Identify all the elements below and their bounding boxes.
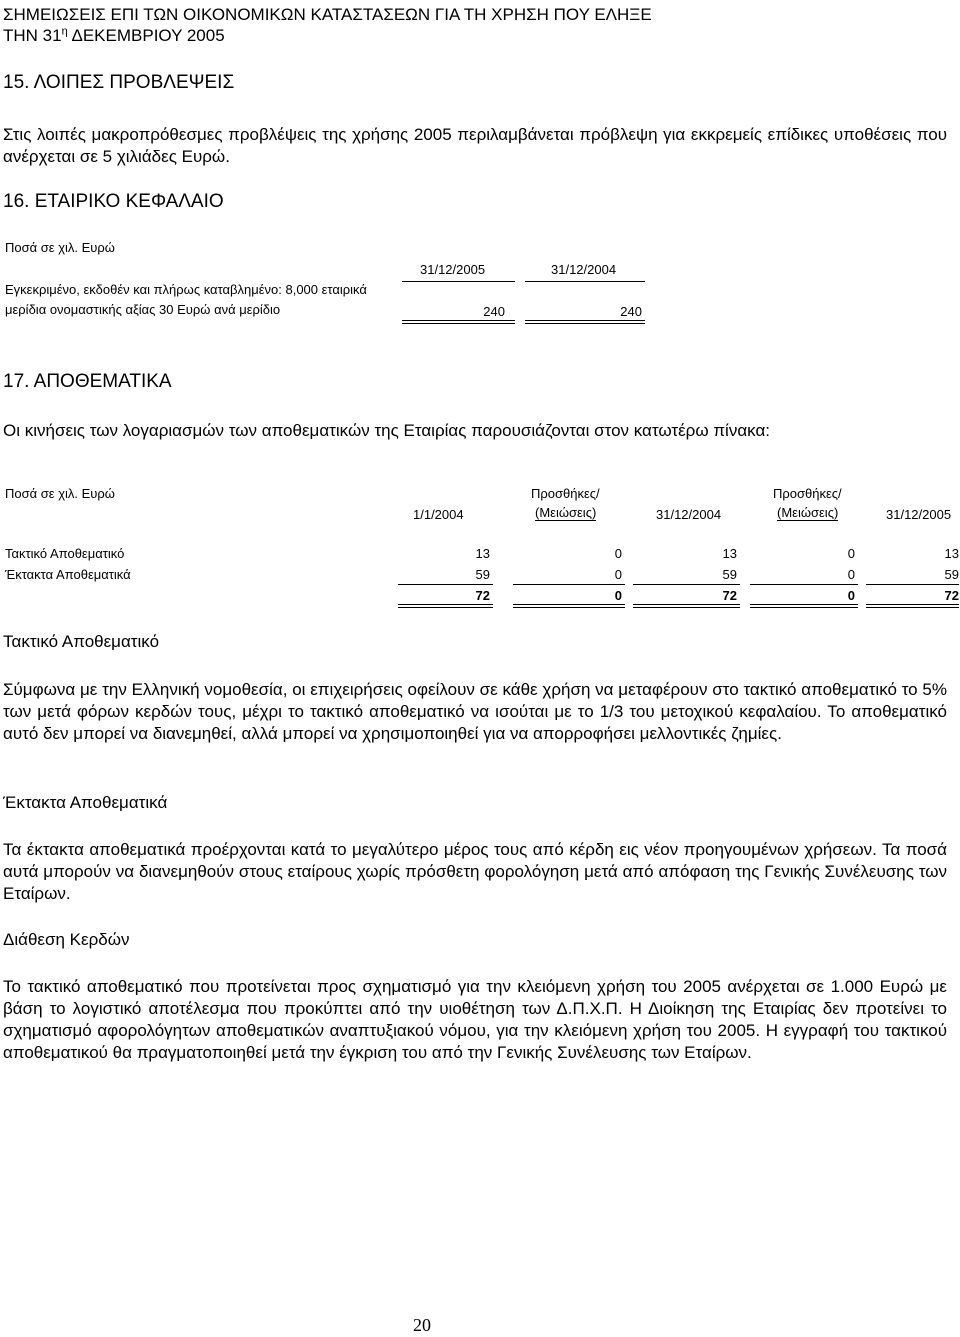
- tactical-reserve-text: Σύμφωνα με την Ελληνική νομοθεσία, οι επιχειρήσεις οφείλουν σε κάθε χρήση να μεταφέρουν στο τακτικό αποθεματικό το 5% των μετά φόρων κερδών τους, μέχρι το τακτικό αποθεματικό να ισούται με το 1/3 του μετοχικού κεφαλαίου. Το αποθεματικό αυτό δεν μπορεί να διανεμηθεί, αλλά μπορεί να χρησιμοποιηθεί για να απορροφήσει μελλοντικές ζημίες.: [3, 680, 947, 743]
- totals-top-rule: [398, 584, 493, 585]
- totals-double-rule: [513, 604, 625, 608]
- col-additions-2004-bottom: (Μειώσεις): [535, 505, 597, 520]
- header-line-2: [3, 25, 225, 46]
- totals-top-rule: [513, 584, 625, 585]
- page-number: 20: [413, 1315, 431, 1335]
- totals-top-rule: [633, 584, 740, 585]
- section-16-unit: Ποσά σε χιλ. Ευρώ: [5, 240, 115, 255]
- profit-distribution-heading: Διάθεση Κερδών: [3, 930, 130, 949]
- extraordinary-reserves-heading: Έκτακτα Αποθεματικά: [3, 793, 168, 812]
- reserves-row-value: 59: [944, 567, 959, 582]
- reserves-total-value: 72: [475, 588, 490, 603]
- col-31-12-2005: 31/12/2005: [886, 507, 952, 522]
- section-17-intro: Οι κινήσεις των λογαριασμών των αποθεματικών της Εταιρίας παρουσιάζονται στον κατωτέρω πίνακα:: [3, 421, 771, 440]
- section-16-desc-line-2: μερίδια ονομαστικής αξίας 30 Ευρώ ανά μερίδιο: [5, 302, 281, 317]
- section-16-col-2004: 31/12/2004: [551, 262, 617, 277]
- col-1-1-2004: 1/1/2004: [413, 507, 464, 522]
- extraordinary-reserves-text: Τα έκτακτα αποθεματικά προέρχονται κατά το μεγαλύτερο μέρος τους από κέρδη εις νέον προηγουμένων χρήσεων. Τα ποσά αυτά μπορούν να διανεμηθούν στους εταίρους χωρίς πρόσθετη φορολόγηση μετά από απόφαση της Γενικής Συνέλευσης των Εταίρων.: [3, 840, 947, 903]
- col-31-12-2004: 31/12/2004: [656, 507, 722, 522]
- totals-double-rule: [750, 604, 858, 608]
- totals-double-rule: [866, 604, 959, 608]
- section-16-desc-line-1: Εγκεκριμένο, εκδοθέν και πλήρως καταβλημένο: 8,000 εταιρικά: [5, 282, 367, 297]
- reserves-row-value: 0: [847, 546, 855, 561]
- section-15-text: Στις λοιπές μακροπρόθεσμες προβλέψεις της χρήσης 2005 περιλαμβάνεται πρόβλεψη για εκκρεμείς επίδικες υποθέσεις που ανέρχεται σε 5 χιλιάδες Ευρώ.: [3, 125, 947, 166]
- reserves-row-value: 0: [614, 546, 622, 561]
- section-16-col-2005: 31/12/2005: [420, 262, 486, 277]
- reserves-total-value: 72: [722, 588, 737, 603]
- reserves-row-value: 0: [614, 567, 622, 582]
- reserves-row-value: 13: [475, 546, 490, 561]
- reserves-total-value: 72: [944, 588, 959, 603]
- header-line-2-start: ΤΗΝ 31: [3, 26, 62, 45]
- col-additions-2004-top: Προσθήκες/: [531, 486, 600, 501]
- reserves-row-value: 59: [722, 567, 737, 582]
- reserves-row-label: Τακτικό Αποθεματικό: [5, 546, 125, 561]
- header-superscript: η: [61, 25, 68, 38]
- col-additions-2005-top: Προσθήκες/: [773, 486, 842, 501]
- section-15-title: 15. ΛΟΙΠΕΣ ΠΡΟΒΛΕΨΕΙΣ: [3, 72, 235, 93]
- section-16-value-2005: 240: [483, 304, 505, 319]
- section-16-title: 16. ΕΤΑΙΡΙΚΟ ΚΕΦΑΛΑΙΟ: [3, 191, 224, 212]
- tactical-reserve-heading: Τακτικό Αποθεματικό: [3, 632, 160, 651]
- profit-distribution-text: Το τακτικό αποθεματικό που προτείνεται προς σχηματισμό για την κλειόμενη χρήση του 2005 ανέρχεται σε 1.000 Ευρώ με βάση το λογιστικό αποτέλεσμα που προκύπτει από την υιοθέτηση των Δ.Π.Χ.Π. Η Διοίκηση της Εταιρίας δεν προτείνει το σχηματισμό αφορολόγητων αποθεματικών αναπτυξιακού νόμου, για την κλειόμενη χρήση του 2005. Η εγγραφή του τακτικού αποθεματικού θα πραγματοποιηθεί μετά την έγκριση του από την Γενικής Συνέλευσης των Εταίρων.: [3, 977, 947, 1062]
- totals-double-rule: [398, 604, 493, 608]
- col-additions-2005-bottom: (Μειώσεις): [777, 505, 839, 520]
- section-16-double-rule-1: [402, 320, 515, 324]
- section-16-header-rule-2: [525, 281, 645, 282]
- header-line-1: ΣΗΜΕΙΩΣΕΙΣ ΕΠΙ ΤΩΝ ΟΙΚΟΝΟΜΙΚΩΝ ΚΑΤΑΣΤΑΣΕΩΝ ΓΙΑ ΤΗ ΧΡΗΣΗ ΠΟΥ ΕΛΗΞΕ: [3, 5, 652, 24]
- section-16-value-2004: 240: [620, 304, 642, 319]
- section-16-header-rule-1: [402, 281, 515, 282]
- reserves-total-value: 0: [847, 588, 855, 603]
- reserves-total-value: 0: [614, 588, 622, 603]
- reserves-row-value: 13: [944, 546, 959, 561]
- reserves-row-value: 59: [475, 567, 490, 582]
- reserves-row-label: Έκτακτα Αποθεματικά: [5, 567, 131, 582]
- header-line-2-end: ΔΕΚΕΜΒΡΙΟΥ 2005: [67, 26, 225, 45]
- section-16-double-rule-2: [525, 320, 645, 324]
- totals-top-rule: [750, 584, 858, 585]
- totals-double-rule: [633, 604, 740, 608]
- totals-top-rule: [866, 584, 959, 585]
- section-17-unit: Ποσά σε χιλ. Ευρώ: [5, 486, 115, 501]
- reserves-row-value: 0: [847, 567, 855, 582]
- section-17-title: 17. ΑΠΟΘΕΜΑΤΙΚΑ: [3, 371, 172, 392]
- reserves-row-value: 13: [722, 546, 737, 561]
